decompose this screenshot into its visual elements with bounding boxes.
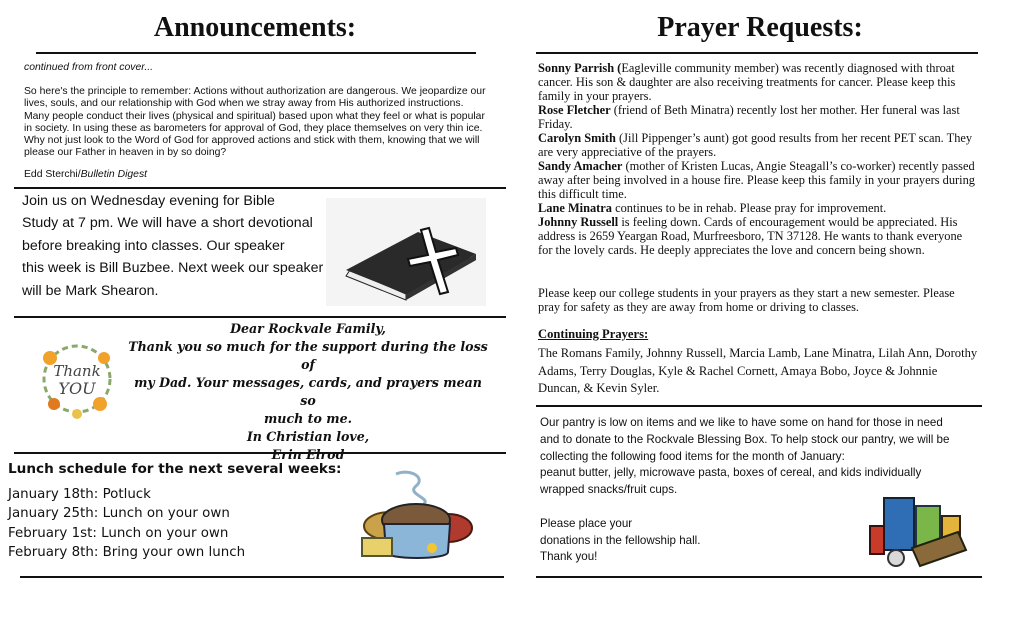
thanks-line: my Dad. Your messages, cards, and prayers mean so: [134, 375, 482, 408]
lunch-schedule: [8, 485, 245, 563]
request-name: Lane Minatra: [538, 201, 612, 215]
thank-you-wreath-icon: [34, 338, 120, 420]
request-name: Johnny Russell: [538, 215, 619, 229]
lunch-item: January 18th: Potluck: [8, 487, 151, 502]
pantry-line: Thank you!: [540, 550, 598, 564]
thank-you-word: YOU: [58, 379, 96, 398]
pantry-line: collecting the following food items for the month of January:: [540, 449, 845, 463]
wednesday-line: this week is Bill Buzbee. Next week our speaker: [22, 260, 324, 277]
lunch-item: January 25th: Lunch on your own: [8, 506, 230, 522]
divider: [14, 316, 506, 318]
lunch-item: February 8th: Bring your own lunch: [8, 545, 246, 561]
pantry-line: peanut butter, jelly, microwave pasta, boxes of cereal, and kids individually: [540, 466, 922, 480]
pantry-line: and to donate to the Rockvale Blessing Box. To help stock our pantry, we will be: [540, 432, 950, 446]
bible-cross-icon: [326, 198, 486, 306]
thank-you-note: [128, 320, 488, 464]
request-name: Sonny Parrish (: [538, 61, 622, 75]
continuing-prayers-list: The Romans Family, Johnny Russell, Marcia Lamb, Lane Minatra, Lilah Ann, Dorothy Adams, Terry Douglas, Kyle & Rachel Cornett, Amaya Bobo, Joyce & Johnnie Duncan, & Kevin Syler.: [538, 346, 978, 396]
request-text: continues to be in rehab. Please pray for improvement.: [612, 201, 887, 215]
wednesday-line: Study at 7 pm. We will have a short devotional: [22, 215, 313, 232]
request-name: Carolyn Smith: [538, 131, 616, 145]
divider: [536, 52, 978, 54]
request-name: Rose Fletcher: [538, 103, 611, 117]
continuing-prayers-title: Continuing Prayers:: [538, 327, 649, 341]
thanks-line: much to me.: [263, 411, 352, 426]
thanks-line: In Christian love,: [246, 429, 370, 444]
wednesday-line: will be Mark Shearon.: [22, 282, 159, 299]
lunch-title: Lunch schedule for the next several weeks:: [8, 461, 342, 477]
divider: [36, 52, 476, 54]
pantry-line: Our pantry is low on items and we like to have some on hand for those in need: [540, 416, 943, 429]
prayer-request: [538, 215, 978, 257]
prayer-request: [538, 131, 978, 159]
announcements-heading: Announcements:: [153, 12, 357, 43]
wednesday-line: before breaking into classes. Our speaker: [22, 237, 285, 254]
pantry-groceries-icon: [866, 492, 970, 570]
prayer-request: [538, 103, 978, 131]
divider: [536, 576, 982, 578]
prayer-request: [538, 159, 978, 201]
divider: [536, 405, 982, 407]
request-text: (mother of Kristen Lucas, Angie Steagall’s co-worker) recently passed away after being involved in a house fire. Please keep this family in your prayers during this difficult time.: [538, 159, 975, 201]
potluck-food-icon: [356, 468, 478, 566]
divider: [20, 576, 504, 578]
thanks-line: Thank you so much for the support during the loss of: [128, 339, 488, 372]
byline: [24, 169, 147, 181]
request-text: is feeling down. Cards of encouragement would be appreciated. His address is 2659 Yeargan Road, Murfreesboro, TN 37128. He wants to thank everyone for the lovely cards. He deeply appreciates the love and concern being shown.: [538, 215, 963, 257]
request-text: (Jill Pippenger’s aunt) got good results from her recent PET scan. They are very appreciative of the prayers.: [538, 131, 973, 159]
wednesday-announcement: [22, 190, 332, 302]
byline-source: Bulletin Digest: [80, 169, 148, 180]
pantry-line: donations in the fellowship hall.: [540, 533, 701, 547]
wednesday-line: Join us on Wednesday evening for Bible: [22, 193, 275, 209]
divider: [14, 187, 506, 189]
pantry-line: Please place your: [540, 516, 633, 530]
request-text: Eagleville community member) was recently diagnosed with throat cancer. His son & daughter are also receiving treatments for cancer. Please keep this family in your prayers.: [538, 61, 956, 103]
pantry-line: wrapped snacks/fruit cups.: [540, 483, 678, 497]
continued-note: continued from front cover...: [24, 62, 153, 73]
thanks-line: Erin Elrod: [271, 447, 345, 462]
thank-you-word: Thank: [53, 362, 101, 380]
prayer-request: [538, 61, 978, 103]
prayer-requests-heading: Prayer Requests:: [657, 12, 863, 43]
lunch-item: February 1st: Lunch on your own: [8, 525, 229, 541]
prayer-request: [538, 201, 978, 215]
request-text: (friend of Beth Minatra) recently lost her mother. Her funeral was last Friday.: [538, 103, 960, 131]
students-note: Please keep our college students in your prayers as they start a new semester. Please pray for safety as they are away from home or driving to classes.: [538, 286, 955, 314]
divider: [14, 452, 506, 454]
thanks-line: Dear Rockvale Family,: [230, 321, 386, 336]
prayer-request-list: [538, 61, 978, 257]
byline-author: Edd Sterchi/: [24, 169, 81, 180]
request-name: Sandy Amacher: [538, 159, 623, 173]
principle-paragraph: So here's the principle to remember: Actions without authorization are dangerous. We jeopardize our lives, souls, and our relationship with God when we stray away from His authorized instructions. Many people conduct their lives (physical and spiritual) based upon what they feel or what is popular in society. In using these as barometers for approval of God, they place themselves on very thin ice. Why not just look to the Word of God for approved actions and stick with them, knowing that we will please our Father in heaven in by so doing?: [24, 86, 486, 159]
